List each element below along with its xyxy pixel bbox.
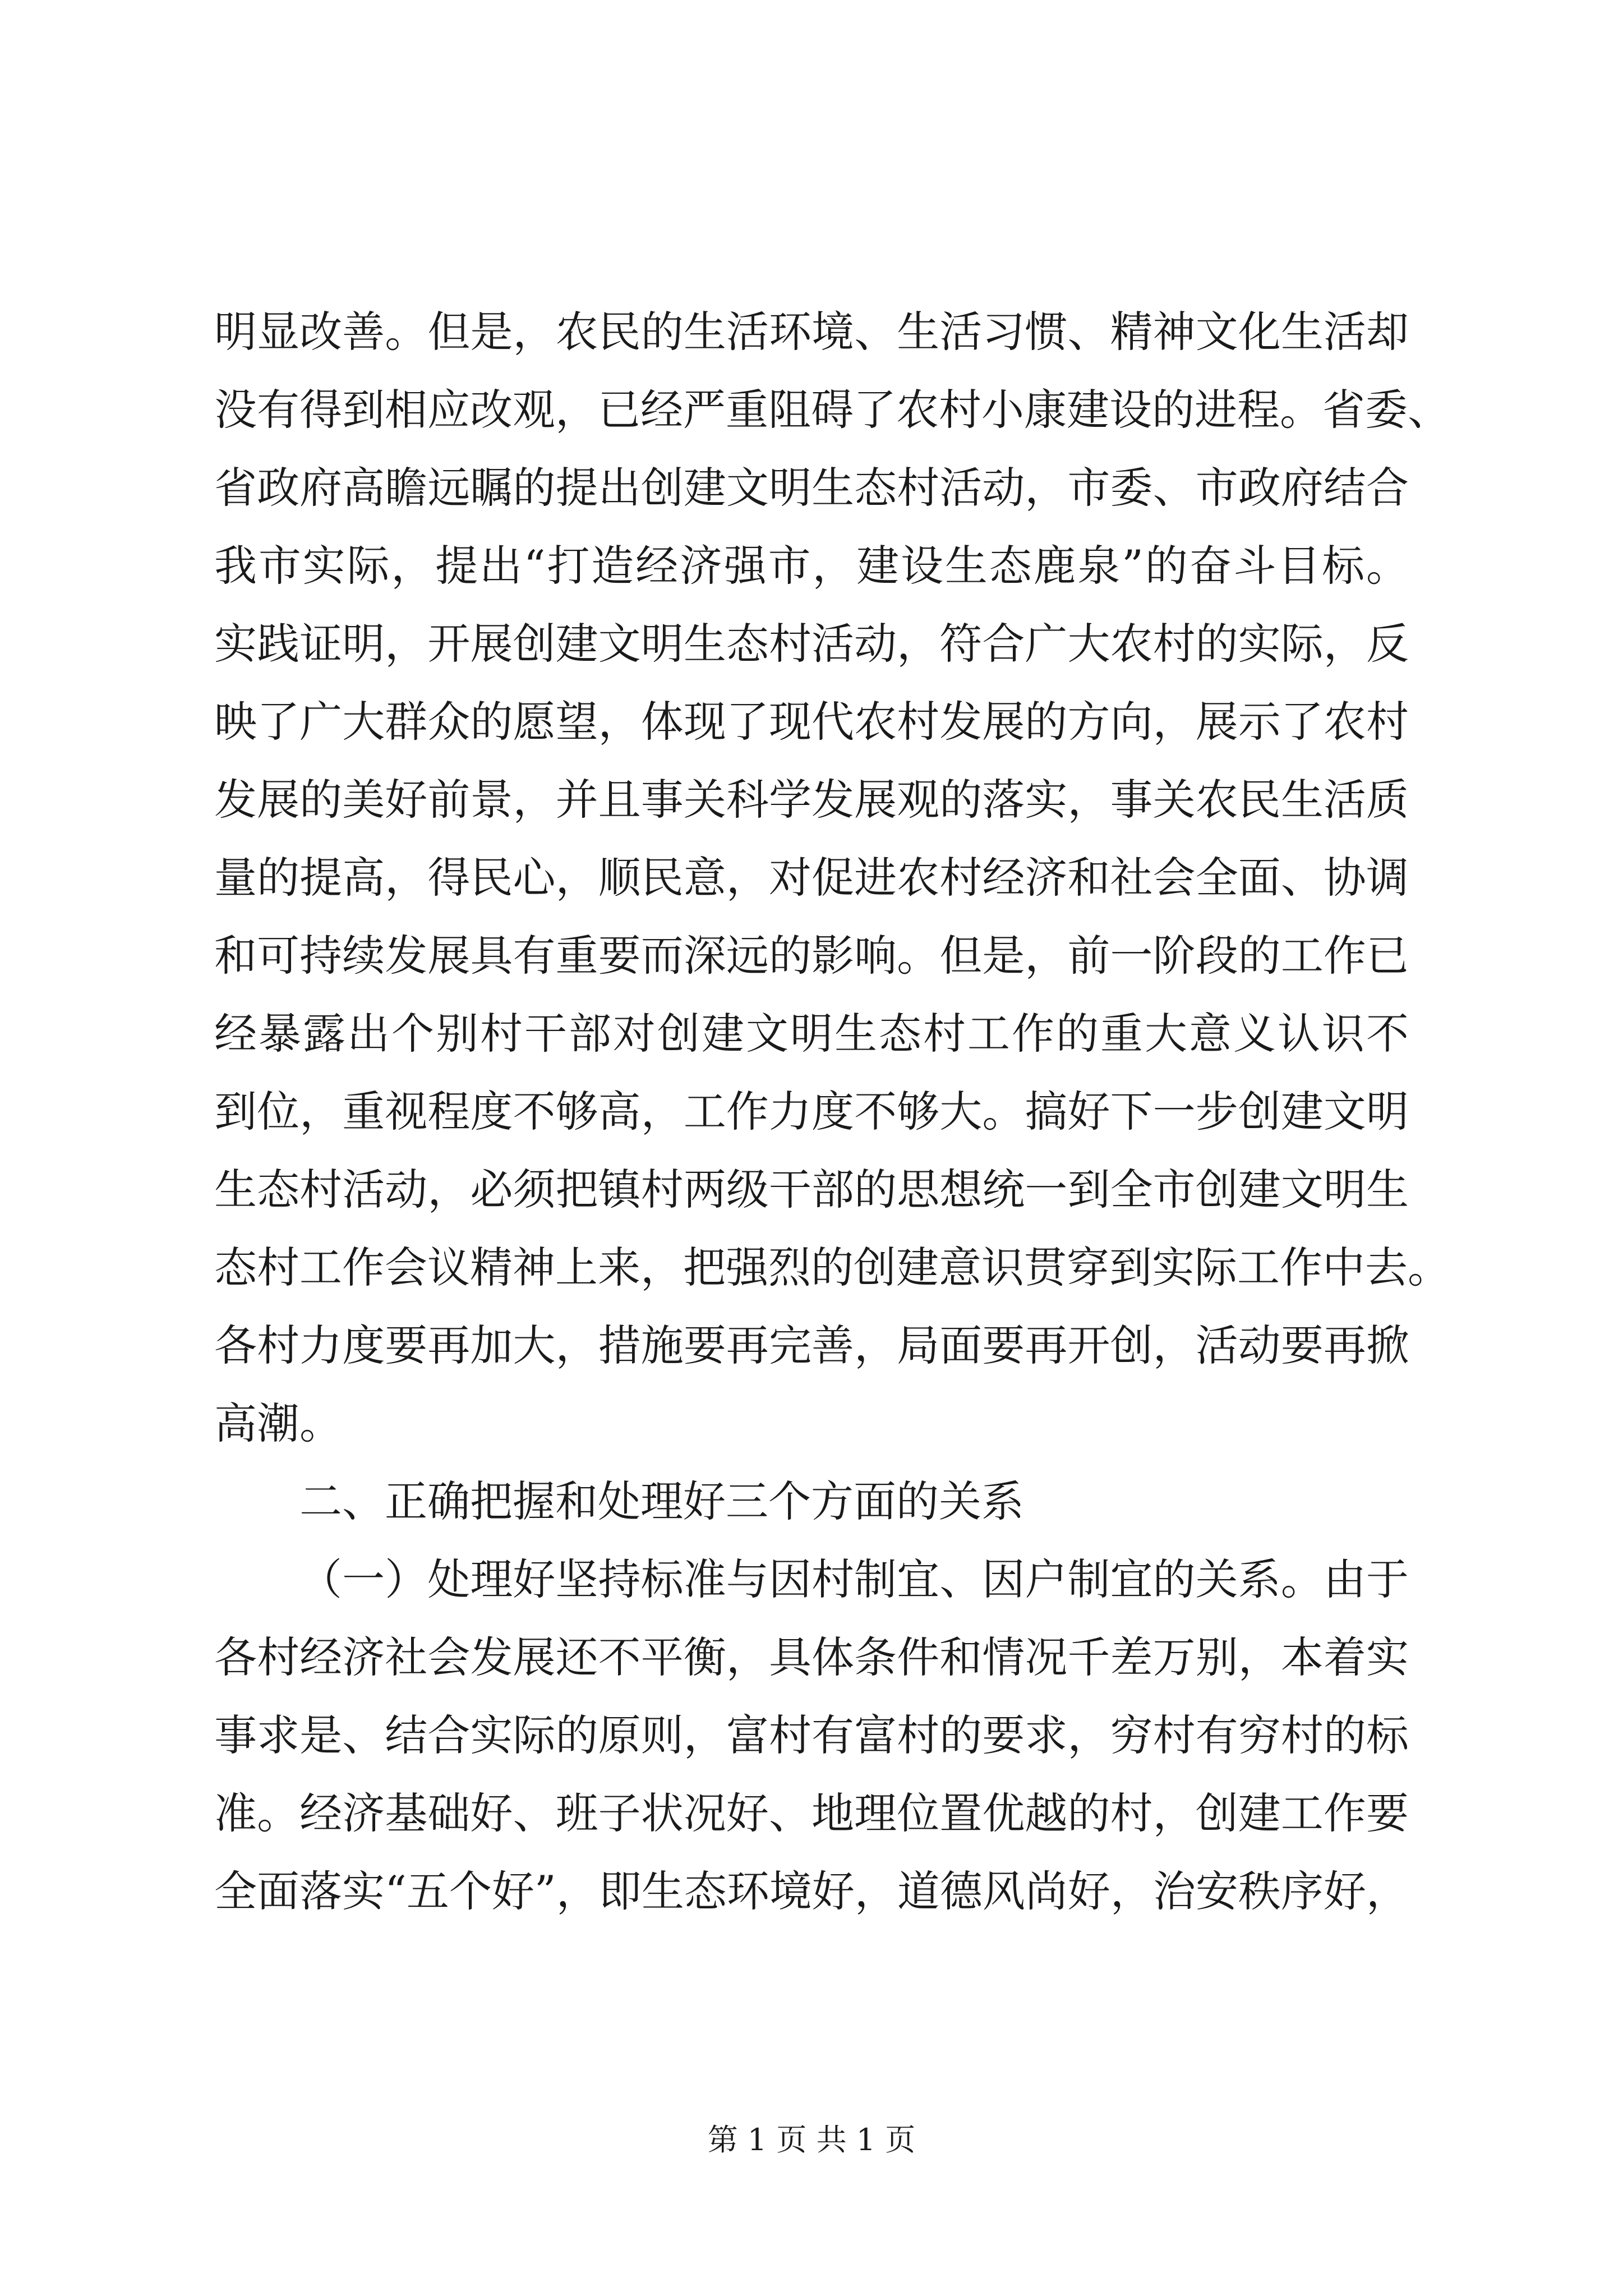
paragraph-line: 我市实际，提出“打造经济强市，建设生态鹿泉”的奋斗目标。: [214, 541, 1409, 591]
paragraph-line: 准。经济基础好、班子状况好、地理位置优越的村，创建工作要: [214, 1788, 1409, 1838]
page-footer: 第 1 页 共 1 页: [707, 2122, 916, 2157]
subsection-line: （一）处理好坚持标准与因村制宜、因户制宜的关系。由于: [299, 1554, 1409, 1604]
paragraph-line: 各村力度要再加大，措施要再完善，局面要再开创，活动要再掀: [214, 1320, 1409, 1370]
paragraph-line: 态村工作会议精神上来，把强烈的创建意识贯穿到实际工作中去。: [214, 1243, 1450, 1292]
paragraph-line: 经暴露出个别村干部对创建文明生态村工作的重大意义认识不: [214, 1009, 1409, 1059]
document-body: [214, 293, 1450, 1930]
section-heading: 二、正确把握和处理好三个方面的关系: [299, 1476, 1024, 1526]
paragraph-line: 实践证明，开展创建文明生态村活动，符合广大农村的实际，反: [214, 619, 1409, 669]
paragraph-line: 发展的美好前景，并且事关科学发展观的落实，事关农民生活质: [214, 775, 1409, 825]
paragraph-line: 事求是、结合实际的原则，富村有富村的要求，穷村有穷村的标: [214, 1710, 1409, 1760]
paragraph-line: 和可持续发展具有重要而深远的影响。但是，前一阶段的工作已: [214, 931, 1409, 981]
paragraph-line: 量的提高，得民心，顺民意，对促进农村经济和社会全面、协调: [214, 853, 1409, 903]
paragraph-line: 全面落实“五个好”，即生态环境好，道德风尚好，治安秩序好，: [214, 1866, 1409, 1916]
paragraph-line: 各村经济社会发展还不平衡，具体条件和情况千差万别，本着实: [214, 1632, 1409, 1682]
paragraph-line: 生态村活动，必须把镇村两级干部的思想统一到全市创建文明生: [214, 1165, 1409, 1214]
paragraph-line: 明显改善。但是，农民的生活环境、生活习惯、精神文化生活却: [214, 307, 1409, 357]
paragraph-line: 高潮。: [214, 1398, 342, 1448]
paragraph-line: 省政府高瞻远瞩的提出创建文明生态村活动，市委、市政府结合: [214, 463, 1409, 513]
paragraph-line: 到位，重视程度不够高，工作力度不够大。搞好下一步创建文明: [214, 1087, 1409, 1137]
paragraph-line: 没有得到相应改观，已经严重阻碍了农村小康建设的进程。省委、: [214, 385, 1450, 435]
paragraph-line: 映了广大群众的愿望，体现了现代农村发展的方向，展示了农村: [214, 697, 1409, 747]
